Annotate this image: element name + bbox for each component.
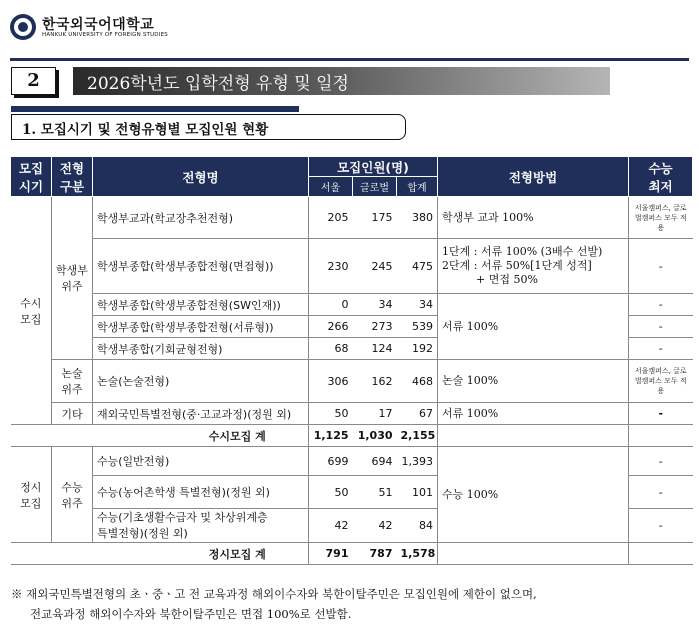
- row-seoul: 0: [309, 294, 353, 316]
- row-name: 재외국민특별전형(중·고교과정)(정원 외): [93, 403, 309, 425]
- row-global: 34: [353, 294, 397, 316]
- row-global: 245: [353, 239, 397, 294]
- row-name: 수능(일반전형): [93, 447, 309, 476]
- footnote: [11, 584, 691, 624]
- subsection-box: [11, 114, 406, 140]
- page-header: [10, 10, 690, 50]
- row-name: 학생부종합(학생부종합전형(면접형)): [93, 239, 309, 294]
- table-row: [11, 239, 693, 294]
- table-row: [11, 360, 693, 403]
- row-csat: -: [629, 509, 693, 543]
- jeongsi-total-row: [11, 543, 693, 565]
- row-csat: -: [629, 294, 693, 316]
- header-total: 합계: [397, 177, 438, 197]
- row-total: 67: [397, 403, 438, 425]
- table-row: [11, 403, 693, 425]
- row-method: 서류 100%: [438, 403, 629, 425]
- row-seoul: 306: [309, 360, 353, 403]
- row-global: 42: [353, 509, 397, 543]
- row-csat: -: [629, 403, 693, 425]
- row-total: 475: [397, 239, 438, 294]
- group-nonsul: 논술 위주: [52, 360, 93, 403]
- row-seoul: 266: [309, 316, 353, 338]
- row-seoul: 42: [309, 509, 353, 543]
- row-csat: 서울캠퍼스, 글로벌캠퍼스 모두 적용: [629, 197, 693, 239]
- university-seal-icon: [10, 14, 36, 40]
- footnote-line-2: 전교육과정 해외이수자와 북한이탈주민은 면접 100%로 선발함.: [30, 607, 352, 621]
- row-global: 51: [353, 476, 397, 509]
- row-method: 수능 100%: [438, 447, 629, 543]
- group-hakbu: 학생부 위주: [52, 197, 93, 360]
- row-total: 101: [397, 476, 438, 509]
- row-global: 17: [353, 403, 397, 425]
- section-banner: [11, 67, 611, 95]
- row-csat: -: [629, 239, 693, 294]
- header-period: 모집 시기: [11, 157, 52, 197]
- header-divider: [10, 58, 689, 61]
- group-jeongsi: 정시 모집: [11, 447, 52, 543]
- header-type: 전형 구분: [52, 157, 93, 197]
- row-csat: -: [629, 447, 693, 476]
- jeongsi-total-label: 정시모집 계: [11, 543, 309, 565]
- row-total: 34: [397, 294, 438, 316]
- university-name-en: HANKUK UNIVERSITY OF FOREIGN STUDIES: [42, 32, 168, 38]
- jeongsi-total-global: 787: [353, 543, 397, 565]
- header-name: 전형명: [93, 157, 309, 197]
- subsection-tab: [11, 106, 299, 112]
- row-method: 학생부 교과 100%: [438, 197, 629, 239]
- row-name: 수능(기초생활수급자 및 차상위계층 특별전형)(정원 외): [93, 509, 309, 543]
- header-quota: 모집인원(명): [309, 157, 438, 177]
- table-row: [11, 197, 693, 239]
- row-seoul: 50: [309, 476, 353, 509]
- susi-total-total: 2,155: [397, 425, 438, 447]
- header-seoul: 서울: [309, 177, 353, 197]
- jeongsi-total-total: 1,578: [397, 543, 438, 565]
- section-number: 2: [11, 67, 56, 95]
- row-seoul: 50: [309, 403, 353, 425]
- admission-table: [10, 156, 693, 565]
- row-seoul: 68: [309, 338, 353, 360]
- footnote-line-1: ※ 재외국민특별전형의 초ㆍ중ㆍ고 전 교육과정 해외이수자와 북한이탈주민은 모집인원에 제한이 없으며,: [11, 587, 537, 601]
- row-total: 1,393: [397, 447, 438, 476]
- header-csat: 수능 최저: [629, 157, 693, 197]
- row-global: 273: [353, 316, 397, 338]
- row-seoul: 205: [309, 197, 353, 239]
- row-total: 380: [397, 197, 438, 239]
- table-row: [11, 294, 693, 316]
- row-name: 학생부종합(기회균형전형): [93, 338, 309, 360]
- row-global: 162: [353, 360, 397, 403]
- row-csat: 서울캠퍼스, 글로벌캠퍼스 모두 적용: [629, 360, 693, 403]
- header-method: 전형방법: [438, 157, 629, 197]
- row-method: 서류 100%: [438, 294, 629, 360]
- section-title-bar: [73, 67, 610, 95]
- row-name: 학생부교과(학교장추천전형): [93, 197, 309, 239]
- row-total: 192: [397, 338, 438, 360]
- row-name: 학생부종합(학생부종합전형(서류형)): [93, 316, 309, 338]
- row-global: 175: [353, 197, 397, 239]
- row-total: 468: [397, 360, 438, 403]
- row-total: 84: [397, 509, 438, 543]
- row-csat: -: [629, 338, 693, 360]
- susi-total-row: [11, 425, 693, 447]
- group-susi: 수시 모집: [11, 197, 52, 425]
- table-row: [11, 447, 693, 476]
- row-name: 수능(농어촌학생 특별전형)(정원 외): [93, 476, 309, 509]
- row-global: 124: [353, 338, 397, 360]
- header-global: 글로벌: [353, 177, 397, 197]
- section-title: 2026학년도 입학전형 유형 및 일정: [87, 74, 349, 94]
- row-total: 539: [397, 316, 438, 338]
- row-seoul: 699: [309, 447, 353, 476]
- row-global: 694: [353, 447, 397, 476]
- susi-total-seoul: 1,125: [309, 425, 353, 447]
- row-csat: -: [629, 476, 693, 509]
- row-csat: -: [629, 316, 693, 338]
- group-gita: 기타: [52, 403, 93, 425]
- group-suneung: 수능 위주: [52, 447, 93, 543]
- jeongsi-total-seoul: 791: [309, 543, 353, 565]
- row-name: 논술(논술전형): [93, 360, 309, 403]
- row-seoul: 230: [309, 239, 353, 294]
- row-method: 논술 100%: [438, 360, 629, 403]
- susi-total-label: 수시모집 계: [11, 425, 309, 447]
- row-method: 1단계 : 서류 100% (3배수 선발) 2단계 : 서류 50%[1단계 성적] + 면접 50%: [438, 239, 629, 294]
- university-name: 한국외국어대학교: [42, 17, 155, 33]
- susi-total-global: 1,030: [353, 425, 397, 447]
- subsection-title: 1. 모집시기 및 전형유형별 모집인원 현황: [22, 122, 269, 138]
- row-name: 학생부종합(학생부종합전형(SW인재)): [93, 294, 309, 316]
